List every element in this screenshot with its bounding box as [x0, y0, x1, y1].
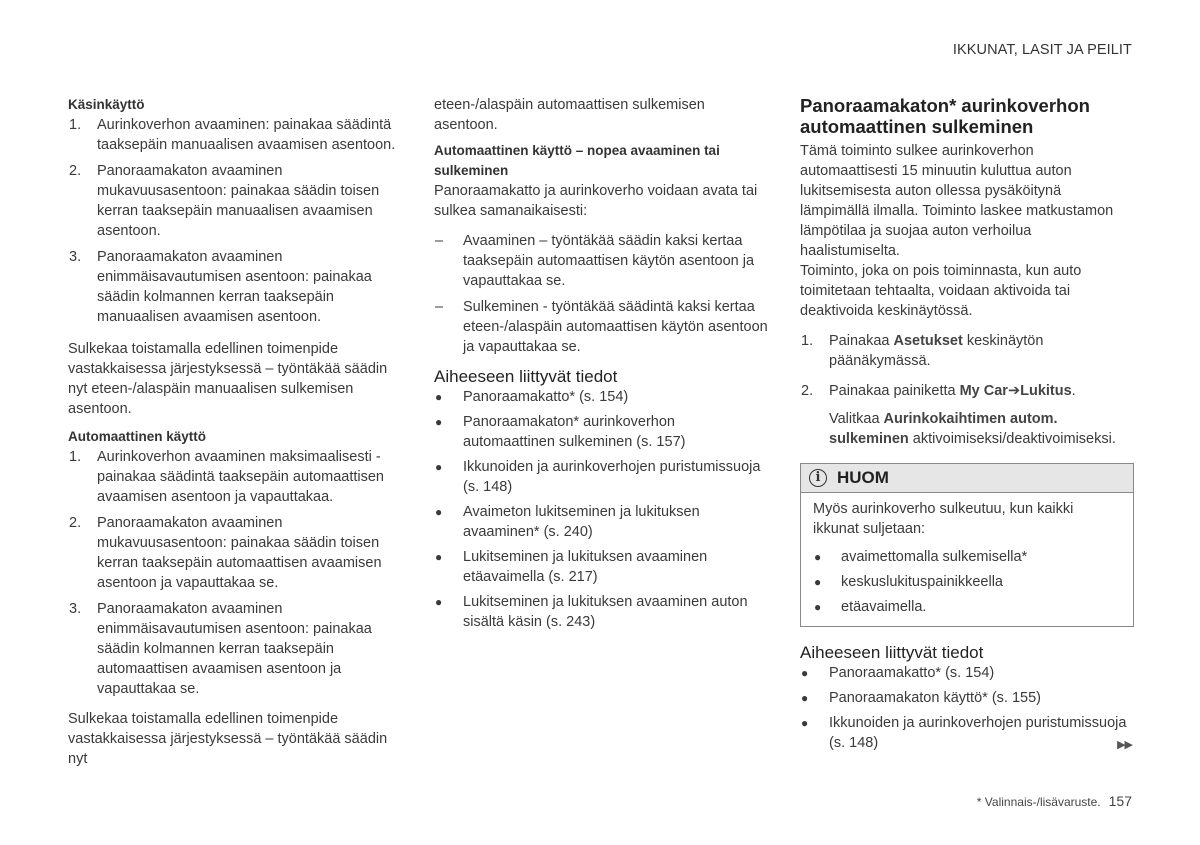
- list-item: – Sulkeminen - työntäkää säädintä kaksi kertaa eteen-/alaspäin automaattisen käytön asentoon ja vapauttakaa se.: [435, 299, 768, 355]
- related-link[interactable]: ● Ikkunoiden ja aurinkoverhojen puristumissuoja (s. 148): [435, 459, 761, 495]
- note-paragraph: Myös aurinkoverho sulkeutuu, kun kaikki ikkunat suljetaan:: [813, 501, 1074, 537]
- mycar-label: My Car: [959, 383, 1008, 399]
- related-link[interactable]: ● Panoraamakaton käyttö* (s. 155): [801, 690, 1041, 706]
- column-1: [68, 95, 400, 777]
- quick-dash-list: [434, 231, 768, 357]
- section-title: Panoraamakaton* aurinkoverhon automaattinen sulkeminen: [800, 95, 1090, 137]
- note-header: [801, 464, 1133, 493]
- factory-paragraph: Toiminto, joka on pois toiminnasta, kun auto toimitetaan tehtaalta, voidaan aktivoida tai deaktivoida keskinäytössä.: [800, 263, 1082, 319]
- list-item: – Avaaminen – työntäkää säädin kaksi kertaa taaksepäin automaattisen käytön asentoon ja vapauttakaa se.: [435, 233, 755, 289]
- settings-label: Asetukset: [893, 333, 963, 349]
- column-3: [800, 95, 1134, 758]
- related-heading: Aiheeseen liittyvät tiedot: [434, 367, 618, 386]
- lock-label: Lukitus: [1020, 383, 1072, 399]
- continued-paragraph: eteen-/alaspäin automaattisen sulkemisen asentoon.: [434, 97, 705, 133]
- list-item: 3. Panoraamakaton avaaminen enimmäisavautumisen asentoon: painakaa säädin kolmannen kerran taaksepäin manuaalisen avaamisen asentoon.: [69, 249, 372, 325]
- related-link[interactable]: ● Panoraamakaton* aurinkoverhon automaattinen sulkeminen (s. 157): [435, 414, 686, 450]
- continued-arrows-icon: ▶▶: [1117, 739, 1132, 751]
- info-icon: i: [809, 469, 827, 487]
- quick-heading: Automaattinen käyttö – nopea avaaminen tai sulkeminen: [434, 143, 720, 178]
- related-heading: Aiheeseen liittyvät tiedot: [800, 643, 984, 662]
- note-box: [800, 463, 1134, 627]
- note-title: HUOM: [837, 468, 889, 487]
- related-link[interactable]: ● Panoraamakatto* (s. 154): [435, 389, 629, 405]
- settings-steps: [800, 331, 1134, 449]
- list-item: 1. Aurinkoverhon avaaminen maksimaalisesti - painakaa säädintä taaksepäin automaattisen avaamisen asentoon ja vapauttakaa.: [69, 449, 384, 505]
- intro-paragraph: Tämä toiminto sulkee aurinkoverhon automaattisesti 15 minuutin kuluttua auton lukitsemisesta auton ollessa pysäköitynä lämpimällä ilmalla. Toiminto laskee matkustamon lämpötilaa ja suojaa auton verhoilua haalistumiselta.: [800, 143, 1114, 259]
- related-link[interactable]: ● Ikkunoiden ja aurinkoverhojen puristumissuoja (s. 148): [801, 715, 1127, 751]
- sunshade-setting-label: Aurinkokaihtimen autom. sulkeminen: [829, 411, 1058, 447]
- auto-heading: Automaattinen käyttö: [68, 429, 207, 444]
- page-footer: [977, 791, 1132, 812]
- arrow-right-icon: ➔: [1007, 383, 1021, 399]
- manual-steps: [68, 115, 400, 327]
- list-item: 1. Aurinkoverhon avaaminen: painakaa säädintä taaksepäin manuaalisen avaamisen asentoon.: [69, 117, 396, 153]
- quick-paragraph: Panoraamakatto ja aurinkoverho voidaan avata tai sulkea samanaikaisesti:: [434, 183, 758, 219]
- list-item: 1. Painakaa Asetukset keskinäytön päänäkymässä.: [801, 333, 1044, 369]
- related-list: [800, 663, 1134, 753]
- chapter-header: IKKUNAT, LASIT JA PEILIT: [952, 42, 1132, 58]
- related-link[interactable]: ● Panoraamakatto* (s. 154): [801, 665, 995, 681]
- list-item: 2. Painakaa painiketta My Car➔Lukitus. Valitkaa Aurinkokaihtimen autom. sulkeminen aktivoimiseksi/deaktivoimiseksi.: [800, 381, 1134, 449]
- list-item: ● etäavaimella.: [814, 599, 927, 615]
- list-item: 2. Panoraamakaton avaaminen mukavuusasentoon: painakaa säädin toisen kerran taaksepäin automaattisen avaamisen asentoon ja vapauttakaa se.: [69, 515, 382, 591]
- list-item: ● keskuslukituspainikkeella: [814, 574, 1003, 590]
- manual-close-paragraph: Sulkekaa toistamalla edellinen toimenpide vastakkaisessa järjestyksessä – työntäkää säädin nyt eteen-/alaspäin manuaalisen sulkemisen asentoon.: [68, 341, 388, 417]
- list-item: 3. Panoraamakaton avaaminen enimmäisavautumisen asentoon: painakaa säädin kolmannen kerran taaksepäin automaattisen avaamisen asentoon ja vapauttakaa se.: [69, 601, 372, 697]
- related-link[interactable]: ● Avaimeton lukitseminen ja lukituksen avaaminen* (s. 240): [435, 504, 700, 540]
- related-link[interactable]: ● Lukitseminen ja lukituksen avaaminen auton sisältä käsin (s. 243): [435, 594, 748, 630]
- step2-detail: Valitkaa Aurinkokaihtimen autom. sulkeminen aktivoimiseksi/deaktivoimiseksi.: [829, 411, 1116, 447]
- footnote: * Valinnais-/lisävaruste.: [976, 795, 1101, 809]
- related-link[interactable]: ● Lukitseminen ja lukituksen avaaminen etäavaimella (s. 217): [435, 549, 708, 585]
- auto-steps: [68, 447, 400, 699]
- note-list: [813, 547, 1121, 617]
- list-item: 2. Panoraamakaton avaaminen mukavuusasentoon: painakaa säädin toisen kerran taaksepäin manuaalisen avaamisen asentoon.: [69, 163, 380, 239]
- manual-heading: Käsinkäyttö: [68, 97, 145, 112]
- auto-close-paragraph: Sulkekaa toistamalla edellinen toimenpide vastakkaisessa järjestyksessä – työntäkää säädin nyt: [68, 711, 388, 767]
- column-2: [434, 95, 768, 637]
- note-body: [801, 493, 1133, 626]
- list-item: ● avaimettomalla sulkemisella*: [814, 549, 1028, 565]
- page-number: 157: [1108, 793, 1132, 809]
- related-list: [434, 387, 768, 632]
